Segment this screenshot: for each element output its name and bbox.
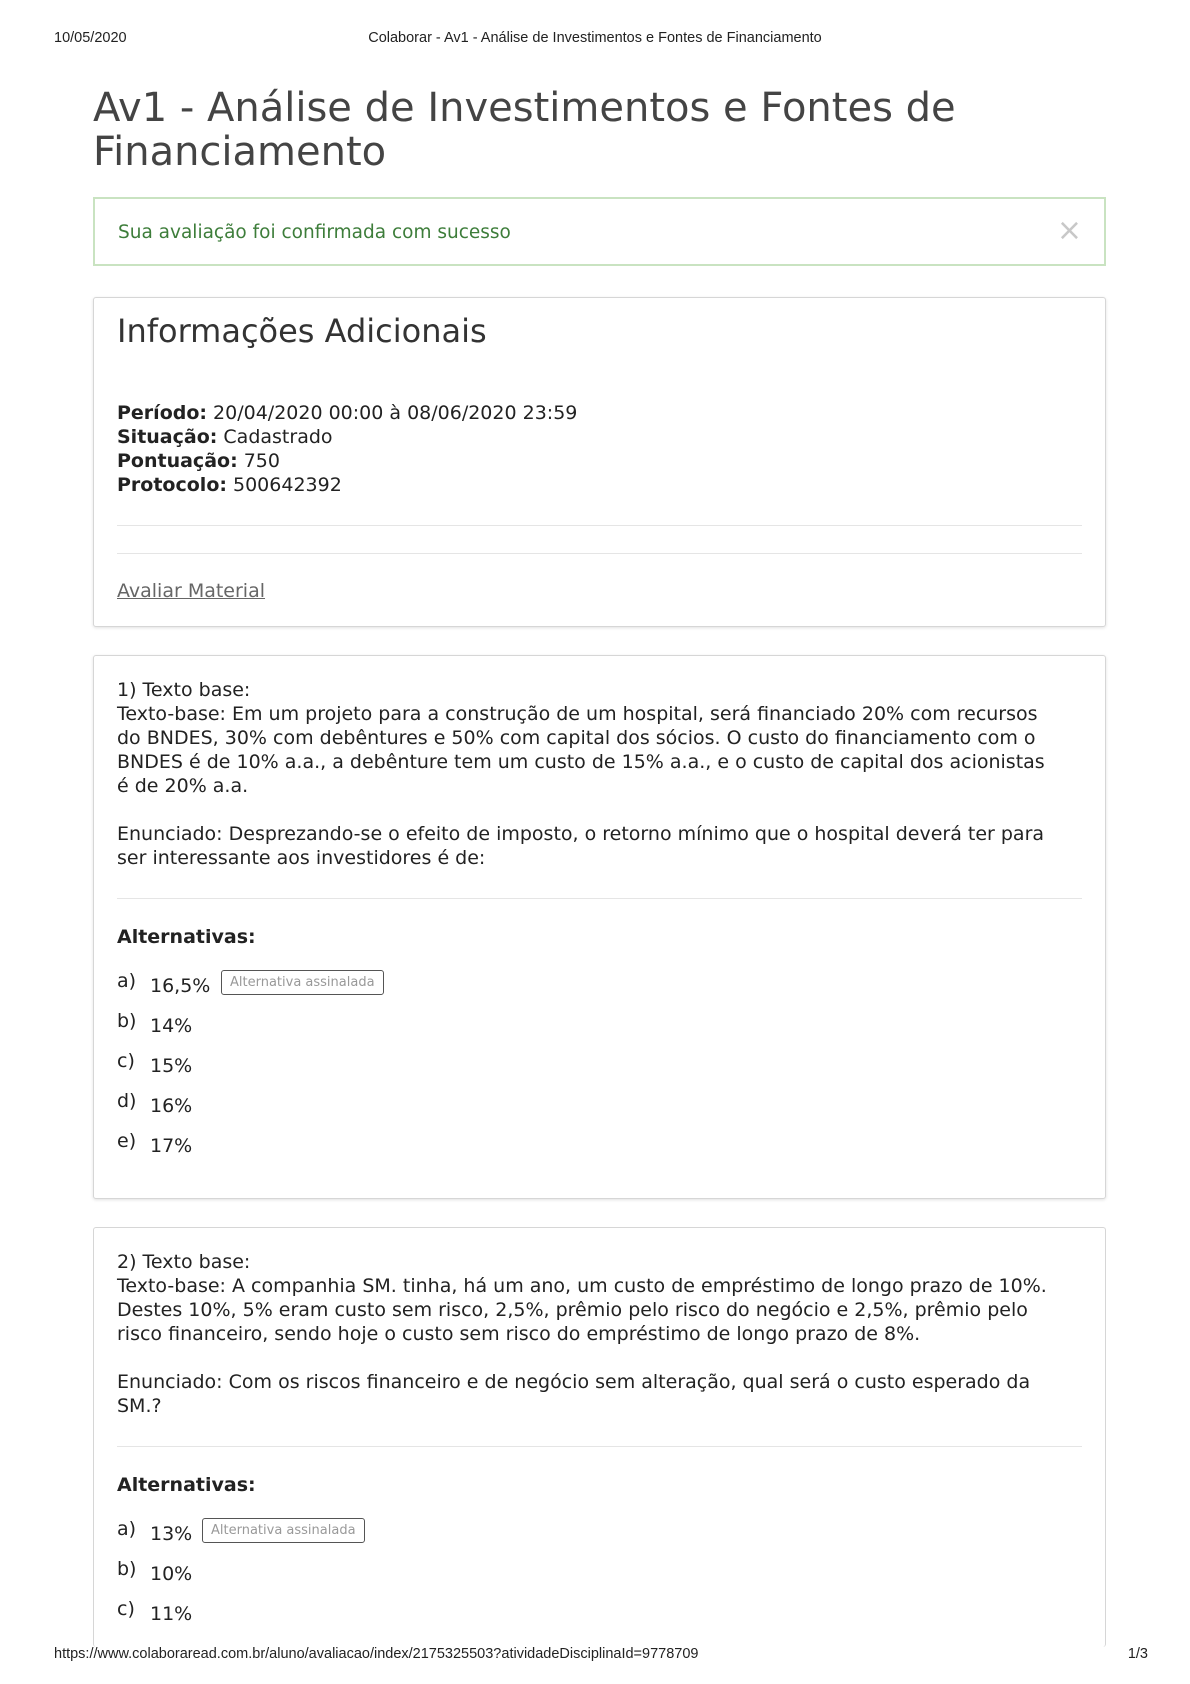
question-card-2 <box>93 1227 1106 1647</box>
close-icon[interactable]: × <box>1056 213 1082 248</box>
page-title-line-1: Av1 - Análise de Investimentos e Fontes de <box>93 85 956 131</box>
question-header: 1) Texto base: <box>117 679 251 701</box>
info-card <box>93 297 1106 627</box>
alt-value: 15% <box>150 1055 193 1077</box>
print-url: https://www.colaboraread.com.br/aluno/avaliacao/index/2175325503?atividadeDisciplinaId=9778709 <box>54 1646 699 1662</box>
alt-value: 14% <box>150 1015 193 1037</box>
selected-badge: Alternativa assinalada <box>202 1518 365 1543</box>
alt-value: 17% <box>150 1135 193 1157</box>
page-title <box>93 86 1103 174</box>
print-footer <box>0 1646 1190 1666</box>
protocolo-row <box>117 473 577 497</box>
situacao-row <box>117 425 577 449</box>
periodo-label: Período: <box>117 402 207 424</box>
enunciado-line: Enunciado: Com os riscos financeiro e de negócio sem alteração, qual será o custo esperado da <box>117 1371 1031 1393</box>
situacao-label: Situação: <box>117 426 218 448</box>
divider <box>117 898 1082 899</box>
base-line: BNDES é de 10% a.a., a debênture tem um custo de 15% a.a., e o custo de capital dos acionistas <box>117 751 1045 773</box>
alternatives-title: Alternativas: <box>117 926 256 948</box>
situacao-value: Cadastrado <box>217 426 333 448</box>
alt-letter: a) <box>117 970 137 992</box>
alt-letter: e) <box>117 1130 137 1152</box>
protocolo-value: 500642392 <box>226 474 342 496</box>
alt-letter: b) <box>117 1010 137 1032</box>
periodo-value: 20/04/2020 00:00 à 08/06/2020 23:59 <box>207 402 578 424</box>
alternatives-title: Alternativas: <box>117 1474 256 1496</box>
print-header <box>0 30 1190 50</box>
alt-letter: d) <box>117 1090 137 1112</box>
enunciado-line: ser interessante aos investidores é de: <box>117 847 486 869</box>
alt-letter: c) <box>117 1598 135 1620</box>
print-title: Colaborar - Av1 - Análise de Investimentos e Fontes de Financiamento <box>368 30 822 46</box>
pontuacao-label: Pontuação: <box>117 450 238 472</box>
print-page-number: 1/3 <box>1127 1646 1148 1662</box>
base-line: Destes 10%, 5% eram custo sem risco, 2,5%, prêmio pelo risco do negócio e 2,5%, prêmio pelo <box>117 1299 1028 1321</box>
alert-message: Sua avaliação foi confirmada com sucesso <box>118 222 511 243</box>
alt-letter: c) <box>117 1050 135 1072</box>
base-line: é de 20% a.a. <box>117 775 249 797</box>
question-text <box>117 678 1087 870</box>
question-text <box>117 1250 1087 1418</box>
alt-value: 16,5% <box>150 975 211 997</box>
alt-value: 13% <box>150 1523 193 1545</box>
divider <box>117 1446 1082 1447</box>
info-heading: Informações Adicionais <box>117 312 487 350</box>
alt-value: 10% <box>150 1563 193 1585</box>
alt-value: 16% <box>150 1095 193 1117</box>
base-line: risco financeiro, sendo hoje o custo sem risco do empréstimo de longo prazo de 8%. <box>117 1323 921 1345</box>
protocolo-label: Protocolo: <box>117 474 227 496</box>
enunciado-line: Enunciado: Desprezando-se o efeito de imposto, o retorno mínimo que o hospital deverá ter para <box>117 823 1045 845</box>
divider <box>117 525 1082 526</box>
base-line: Texto-base: Em um projeto para a construção de um hospital, será financiado 20% com recursos <box>117 703 1038 725</box>
alt-letter: b) <box>117 1558 137 1580</box>
question-header: 2) Texto base: <box>117 1251 251 1273</box>
page-title-line-2: Financiamento <box>93 129 387 175</box>
alt-value: 11% <box>150 1603 193 1625</box>
avaliar-material-link[interactable]: Avaliar Material <box>117 580 266 602</box>
selected-badge: Alternativa assinalada <box>221 970 384 995</box>
info-details <box>117 401 577 497</box>
print-date: 10/05/2020 <box>54 30 127 46</box>
alt-letter: a) <box>117 1518 137 1540</box>
base-line: do BNDES, 30% com debêntures e 50% com capital dos sócios. O custo do financiamento com o <box>117 727 1036 749</box>
pontuacao-value: 750 <box>237 450 280 472</box>
periodo-row <box>117 401 577 425</box>
pontuacao-row <box>117 449 577 473</box>
success-alert <box>93 197 1106 266</box>
divider <box>117 553 1082 554</box>
base-line: Texto-base: A companhia SM. tinha, há um ano, um custo de empréstimo de longo prazo de 10%. <box>117 1275 1047 1297</box>
enunciado-line: SM.? <box>117 1395 162 1417</box>
question-card-1 <box>93 655 1106 1199</box>
